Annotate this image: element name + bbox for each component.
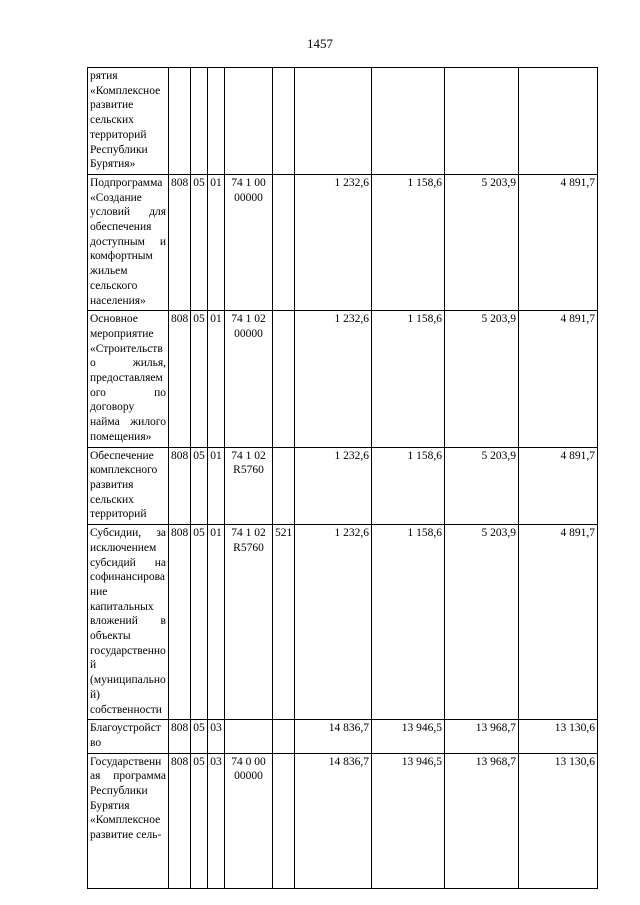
row-target-article-cell: 74 1 00 00000	[225, 174, 273, 310]
row-amount-2-cell: 1 158,6	[372, 174, 445, 310]
row-target-article-cell: 74 1 02 R5760	[225, 525, 273, 720]
row-subsection-code-cell: 03	[208, 753, 225, 888]
row-amount-1-cell	[295, 68, 372, 175]
row-amount-4-cell: 4 891,7	[519, 311, 598, 447]
row-department-code-cell: 808	[169, 311, 191, 447]
row-amount-1-cell: 14 836,7	[295, 720, 372, 753]
row-amount-3-cell: 5 203,9	[445, 525, 519, 720]
row-section-code-cell: 05	[191, 447, 208, 525]
table-row	[88, 753, 598, 888]
row-name-cell: Подпрограмма «Создание условий для обеспечения доступным и комфортным жильем сельского населения»	[88, 174, 169, 310]
table-row	[88, 174, 598, 310]
row-amount-2-cell: 1 158,6	[372, 447, 445, 525]
row-name-cell: Обеспечение комплексного развития сельских территорий	[88, 447, 169, 525]
row-department-code-cell: 808	[169, 720, 191, 753]
row-amount-3-cell	[445, 68, 519, 175]
row-section-code-cell: 05	[191, 720, 208, 753]
row-expense-type-cell	[273, 174, 295, 310]
row-department-code-cell: 808	[169, 174, 191, 310]
row-amount-1-cell: 1 232,6	[295, 174, 372, 310]
row-amount-4-cell: 13 130,6	[519, 720, 598, 753]
table-row	[88, 311, 598, 447]
table-row	[88, 447, 598, 525]
row-expense-type-cell	[273, 311, 295, 447]
row-department-code-cell: 808	[169, 753, 191, 888]
row-target-article-cell: 74 0 00 00000	[225, 753, 273, 888]
row-name-cell: Благоустройство	[88, 720, 169, 753]
row-department-code-cell	[169, 68, 191, 175]
row-target-article-cell	[225, 68, 273, 175]
row-section-code-cell: 05	[191, 174, 208, 310]
row-amount-4-cell: 4 891,7	[519, 525, 598, 720]
table-row	[88, 525, 598, 720]
row-name-cell: Субсидии, за исключением субсидий на софинансирование капитальных вложений в объекты государственной (муниципальной) собственности	[88, 525, 169, 720]
row-subsection-code-cell	[208, 68, 225, 175]
budget-table	[87, 67, 598, 889]
row-amount-1-cell: 14 836,7	[295, 753, 372, 888]
row-name-cell: Государственная программа Республики Бурятия «Комплексное развитие сель-	[88, 753, 169, 888]
row-amount-2-cell: 1 158,6	[372, 311, 445, 447]
row-amount-4-cell: 4 891,7	[519, 174, 598, 310]
table-row	[88, 68, 598, 175]
row-amount-3-cell: 13 968,7	[445, 753, 519, 888]
row-expense-type-cell	[273, 753, 295, 888]
row-target-article-cell: 74 1 02 00000	[225, 311, 273, 447]
row-subsection-code-cell: 01	[208, 311, 225, 447]
row-amount-1-cell: 1 232,6	[295, 525, 372, 720]
row-expense-type-cell	[273, 447, 295, 525]
row-expense-type-cell	[273, 720, 295, 753]
row-target-article-cell: 74 1 02 R5760	[225, 447, 273, 525]
row-section-code-cell: 05	[191, 311, 208, 447]
row-amount-2-cell: 13 946,5	[372, 753, 445, 888]
page-number: 1457	[307, 36, 333, 51]
row-amount-4-cell: 4 891,7	[519, 447, 598, 525]
row-section-code-cell: 05	[191, 753, 208, 888]
row-expense-type-cell: 521	[273, 525, 295, 720]
row-amount-2-cell: 1 158,6	[372, 525, 445, 720]
row-amount-1-cell: 1 232,6	[295, 447, 372, 525]
row-subsection-code-cell: 03	[208, 720, 225, 753]
row-name-cell: рятия «Комплексное развитие сельских территорий Республики Бурятия»	[88, 68, 169, 175]
row-target-article-cell	[225, 720, 273, 753]
row-amount-2-cell: 13 946,5	[372, 720, 445, 753]
row-section-code-cell	[191, 68, 208, 175]
table-row	[88, 720, 598, 753]
row-expense-type-cell	[273, 68, 295, 175]
row-subsection-code-cell: 01	[208, 447, 225, 525]
row-amount-2-cell	[372, 68, 445, 175]
row-amount-3-cell: 5 203,9	[445, 174, 519, 310]
row-amount-3-cell: 5 203,9	[445, 447, 519, 525]
row-subsection-code-cell: 01	[208, 174, 225, 310]
row-department-code-cell: 808	[169, 447, 191, 525]
row-amount-3-cell: 13 968,7	[445, 720, 519, 753]
row-amount-4-cell: 13 130,6	[519, 753, 598, 888]
row-subsection-code-cell: 01	[208, 525, 225, 720]
table-body	[88, 68, 598, 889]
row-amount-3-cell: 5 203,9	[445, 311, 519, 447]
row-department-code-cell: 808	[169, 525, 191, 720]
row-section-code-cell: 05	[191, 525, 208, 720]
row-amount-4-cell	[519, 68, 598, 175]
row-name-cell: Основное мероприятие «Строительство жилья, предоставляемого по договору найма жилого помещения»	[88, 311, 169, 447]
row-amount-1-cell: 1 232,6	[295, 311, 372, 447]
